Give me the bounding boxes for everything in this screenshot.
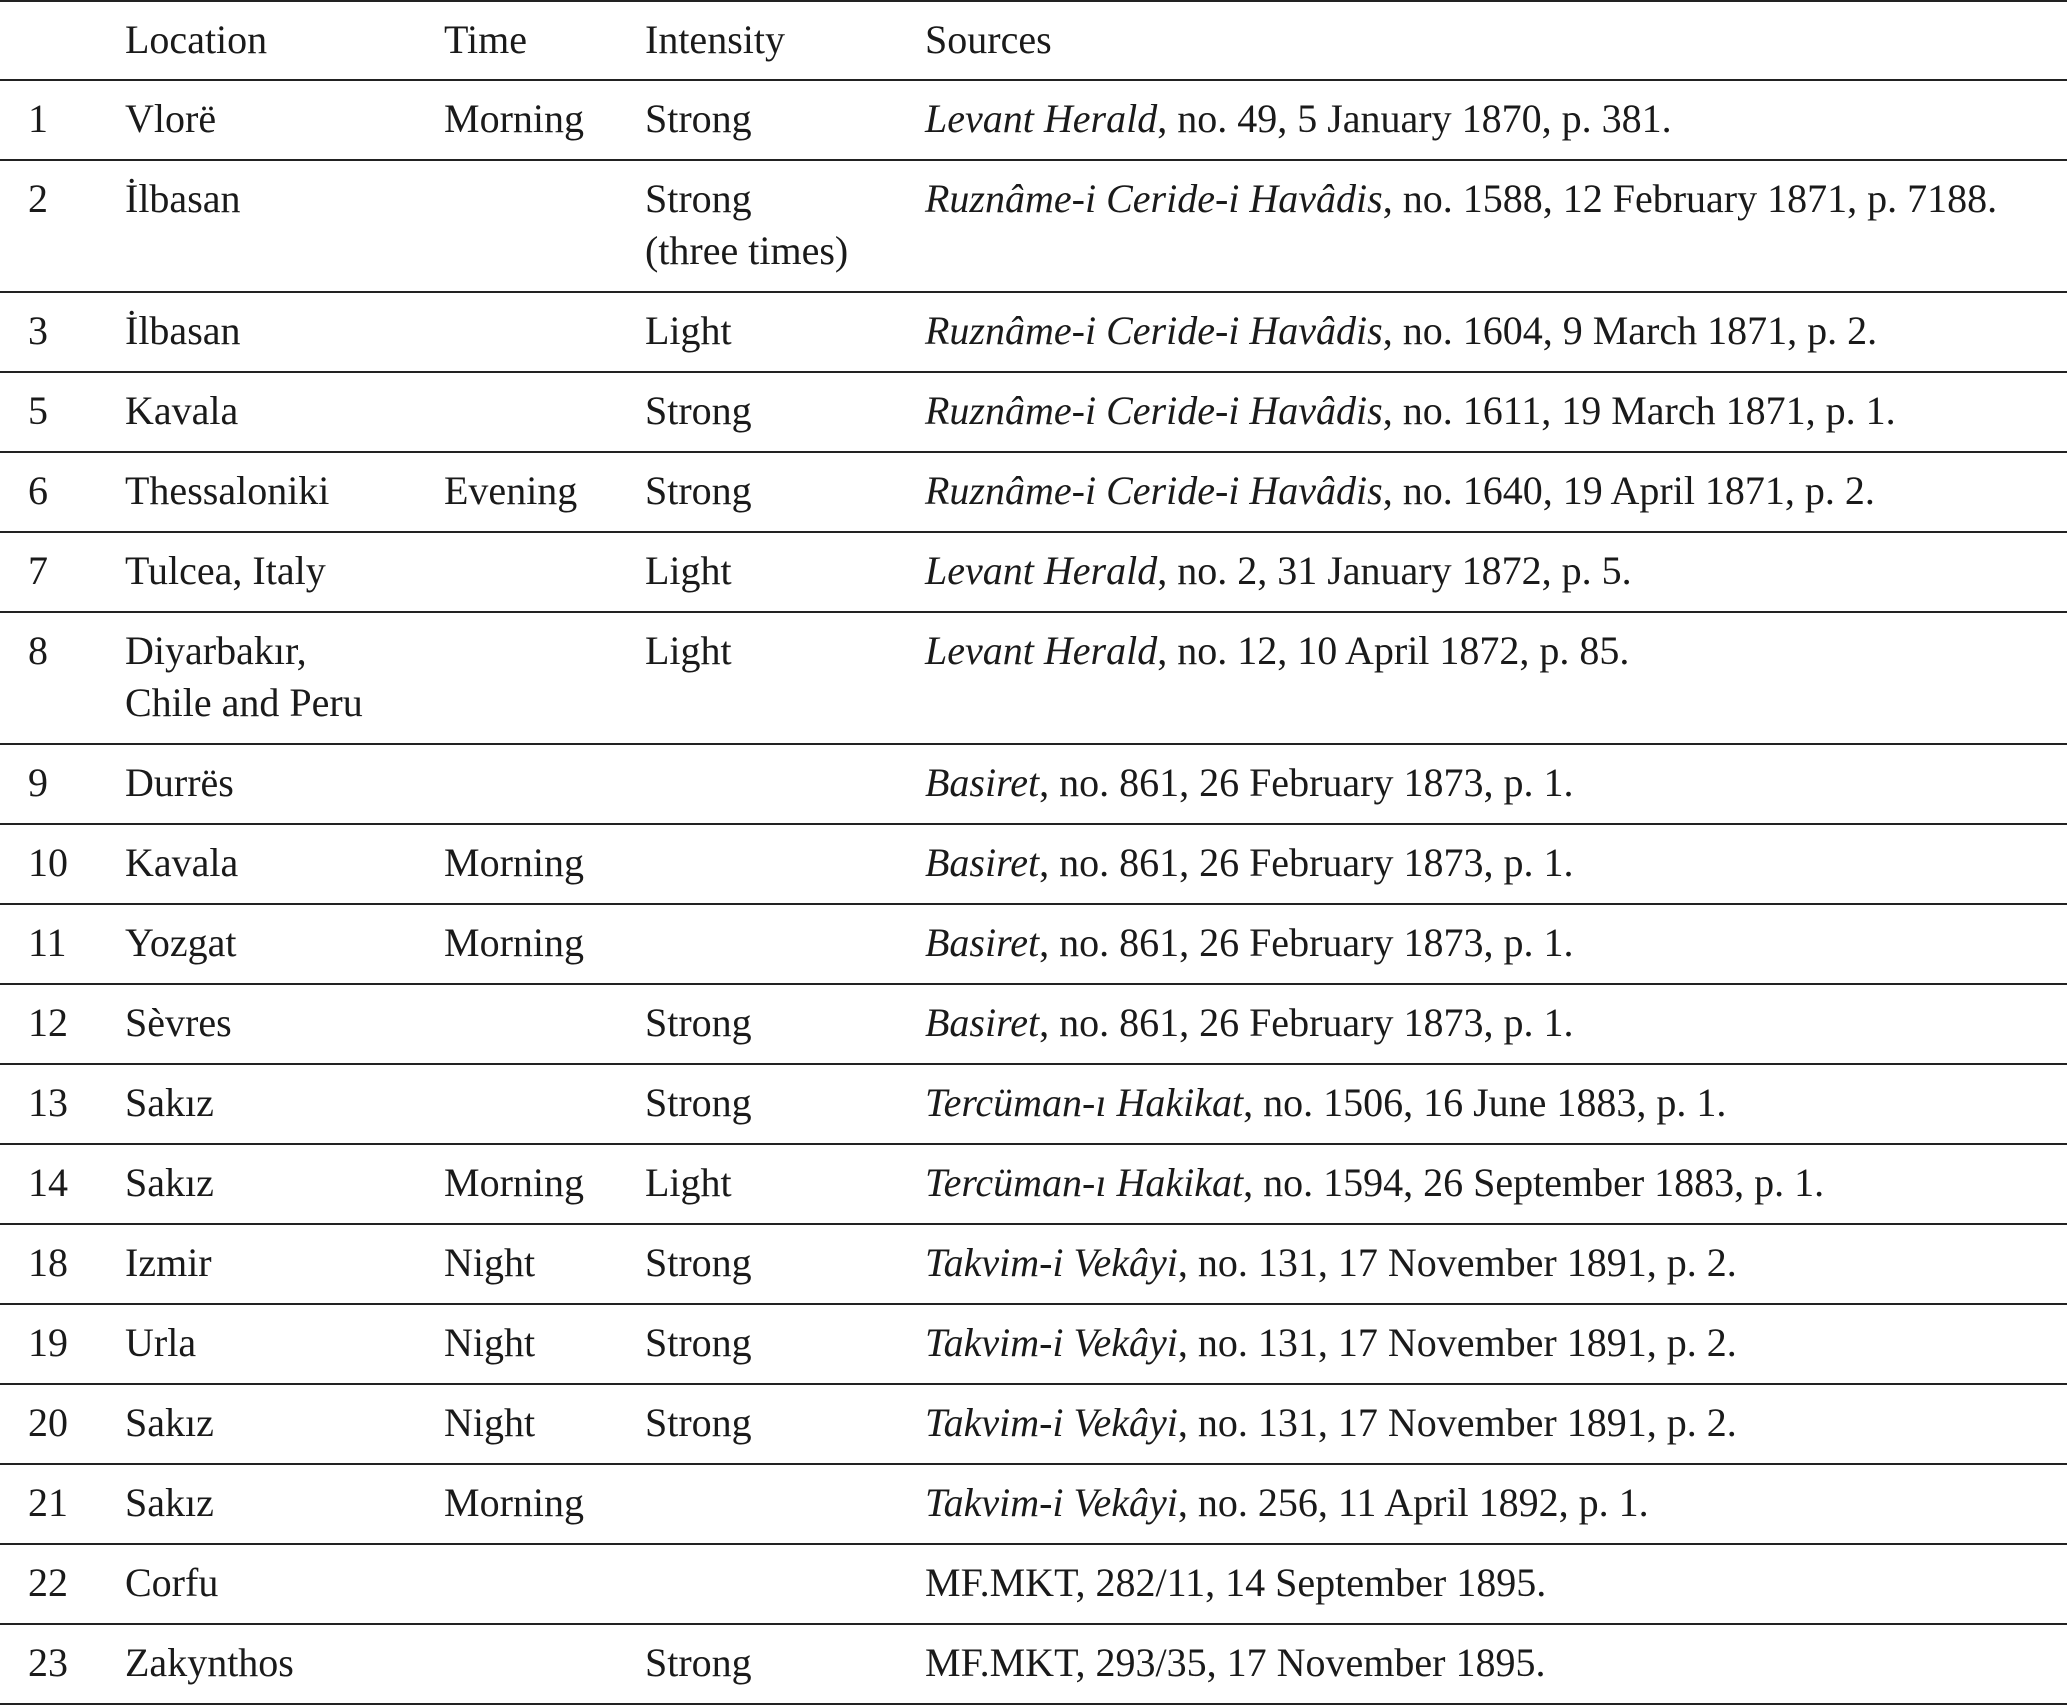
time-cell [444,1624,645,1704]
intensity-cell: Strong [645,1320,752,1365]
table-row [0,984,2067,1064]
time-cell [444,744,645,824]
time-cell: Morning [444,840,584,885]
time-cell [444,292,645,372]
table-row [0,1384,2067,1464]
time-cell: Night [444,1240,536,1285]
intensity-cell: Light [645,628,732,673]
time-cell [444,160,645,292]
intensity-cell: Light [645,548,732,593]
source-citation: , no. 1506, 16 June 1883, p. 1. [1243,1080,1727,1125]
location-cell: Sakız [125,1160,214,1205]
row-number: 9 [28,760,48,805]
time-cell: Evening [444,468,578,513]
source-citation: , no. 2, 31 January 1872, p. 5. [1157,548,1632,593]
time-cell [444,612,645,744]
table-row [0,1544,2067,1624]
table-row [0,160,2067,292]
time-cell: Morning [444,96,584,141]
row-number: 3 [28,308,48,353]
row-number: 5 [28,388,48,433]
source-title: Basiret [925,920,1040,965]
row-number: 18 [28,1240,68,1285]
intensity-cell: Strong [645,468,752,513]
source-cell [925,1064,2067,1144]
header-location: Location [125,17,268,62]
location-cell: Diyarbakır, Chile and Peru [125,628,363,725]
table-row [0,80,2067,160]
source-title: Takvim-i Vekâyi [925,1320,1178,1365]
table-row [0,292,2067,372]
location-cell: Urla [125,1320,197,1365]
header-row [0,1,2067,80]
source-citation: , no. 1588, 12 February 1871, p. 7188. [1382,176,1998,221]
intensity-cell: Light [645,1160,732,1205]
location-cell: İlbasan [125,176,241,221]
table-row [0,904,2067,984]
source-title: Tercüman-ı Hakikat [925,1160,1244,1205]
location-cell: Yozgat [125,920,237,965]
source-title: Ruznâme-i Ceride-i Havâdis [925,388,1383,433]
source-title: Tercüman-ı Hakikat [925,1080,1244,1125]
intensity-cell [645,824,925,904]
location-cell: Vlorë [125,96,217,141]
table-header [0,1,2067,80]
intensity-cell [645,904,925,984]
intensity-cell: Strong [645,1640,752,1685]
location-cell: İlbasan [125,308,241,353]
table-row [0,372,2067,452]
time-cell [444,1064,645,1144]
table-row [0,452,2067,532]
intensity-cell [645,1544,925,1624]
location-cell: Kavala [125,388,239,433]
location-cell: Sakız [125,1480,214,1525]
time-cell: Night [444,1320,536,1365]
intensity-cell: Strong [645,1400,752,1445]
source-cell [925,612,2067,744]
source-cell [925,160,2067,292]
source-title: Ruznâme-i Ceride-i Havâdis [925,468,1383,513]
source-title: Levant Herald [925,96,1158,141]
source-title: Basiret [925,760,1040,805]
source-cell [925,904,2067,984]
source-cell [925,292,2067,372]
source-title: Takvim-i Vekâyi [925,1480,1178,1525]
row-number: 8 [28,628,48,673]
source-cell [925,372,2067,452]
row-number: 22 [28,1560,68,1605]
location-cell: Thessaloniki [125,468,330,513]
source-title: Levant Herald [925,548,1158,593]
source-cell [925,1144,2067,1224]
table-row [0,1064,2067,1144]
source-cell [925,452,2067,532]
source-citation: , no. 1594, 26 September 1883, p. 1. [1243,1160,1825,1205]
source-citation: MF.MKT, 282/11, 14 September 1895. [925,1560,1547,1605]
time-cell: Night [444,1400,536,1445]
intensity-cell: Strong [645,1000,752,1045]
location-cell: Sèvres [125,1000,232,1045]
intensity-cell: Strong [645,1240,752,1285]
row-number: 2 [28,176,48,221]
table-row [0,1304,2067,1384]
source-cell [925,824,2067,904]
source-cell [925,1384,2067,1464]
source-citation: , no. 12, 10 April 1872, p. 85. [1157,628,1630,673]
source-cell [925,1304,2067,1384]
time-cell [444,984,645,1064]
source-cell [925,984,2067,1064]
source-cell [925,744,2067,824]
table-row [0,744,2067,824]
table-row [0,1464,2067,1544]
table-row [0,1144,2067,1224]
source-citation: , no. 861, 26 February 1873, p. 1. [1039,760,1574,805]
table-row [0,824,2067,904]
header-sources: Sources [925,17,1052,62]
intensity-cell: Strong [645,388,752,433]
location-cell: Tulcea, Italy [125,548,326,593]
source-citation: , no. 131, 17 November 1891, p. 2. [1177,1320,1737,1365]
source-citation: , no. 1604, 9 March 1871, p. 2. [1382,308,1878,353]
source-title: Basiret [925,840,1040,885]
source-cell [925,1224,2067,1304]
header-intensity: Intensity [645,17,785,62]
source-title: Takvim-i Vekâyi [925,1400,1178,1445]
location-cell: Corfu [125,1560,219,1605]
header-number [0,1,125,80]
row-number: 7 [28,548,48,593]
source-citation: MF.MKT, 293/35, 17 November 1895. [925,1640,1546,1685]
header-time: Time [444,17,528,62]
row-number: 20 [28,1400,68,1445]
intensity-cell [645,1464,925,1544]
location-cell: Durrës [125,760,234,805]
source-citation: , no. 256, 11 April 1892, p. 1. [1177,1480,1649,1525]
intensity-cell: Strong (three times) [645,176,849,273]
row-number: 19 [28,1320,68,1365]
intensity-cell: Light [645,308,732,353]
source-title: Takvim-i Vekâyi [925,1240,1178,1285]
table-row [0,532,2067,612]
table-row [0,1624,2067,1704]
source-citation: , no. 1611, 19 March 1871, p. 1. [1382,388,1896,433]
location-cell: Kavala [125,840,239,885]
row-number: 6 [28,468,48,513]
location-cell: Izmir [125,1240,212,1285]
row-number: 13 [28,1080,68,1125]
location-cell: Sakız [125,1400,214,1445]
table-row [0,1224,2067,1304]
source-cell [925,1624,2067,1704]
location-cell: Zakynthos [125,1640,294,1685]
source-citation: , no. 861, 26 February 1873, p. 1. [1039,920,1574,965]
source-title: Basiret [925,1000,1040,1045]
row-number: 12 [28,1000,68,1045]
row-number: 14 [28,1160,68,1205]
intensity-cell [645,744,925,824]
source-citation: , no. 131, 17 November 1891, p. 2. [1177,1400,1737,1445]
row-number: 23 [28,1640,68,1685]
source-title: Levant Herald [925,628,1158,673]
source-title: Ruznâme-i Ceride-i Havâdis [925,176,1383,221]
source-citation: , no. 1640, 19 April 1871, p. 2. [1382,468,1875,513]
time-cell [444,532,645,612]
time-cell: Morning [444,920,584,965]
row-number: 10 [28,840,68,885]
time-cell [444,1544,645,1624]
source-citation: , no. 131, 17 November 1891, p. 2. [1177,1240,1737,1285]
row-number: 11 [28,920,67,965]
table-body [0,80,2067,1704]
source-citation: , no. 861, 26 February 1873, p. 1. [1039,1000,1574,1045]
source-cell [925,532,2067,612]
source-cell [925,1544,2067,1624]
time-cell: Morning [444,1480,584,1525]
row-number: 21 [28,1480,68,1525]
source-cell [925,1464,2067,1544]
time-cell: Morning [444,1160,584,1205]
source-citation: , no. 49, 5 January 1870, p. 381. [1157,96,1672,141]
table-row [0,612,2067,744]
row-number: 1 [28,96,48,141]
intensity-cell: Strong [645,96,752,141]
time-cell [444,372,645,452]
source-title: Ruznâme-i Ceride-i Havâdis [925,308,1383,353]
source-citation: , no. 861, 26 February 1873, p. 1. [1039,840,1574,885]
intensity-cell: Strong [645,1080,752,1125]
location-cell: Sakız [125,1080,214,1125]
source-cell [925,80,2067,160]
